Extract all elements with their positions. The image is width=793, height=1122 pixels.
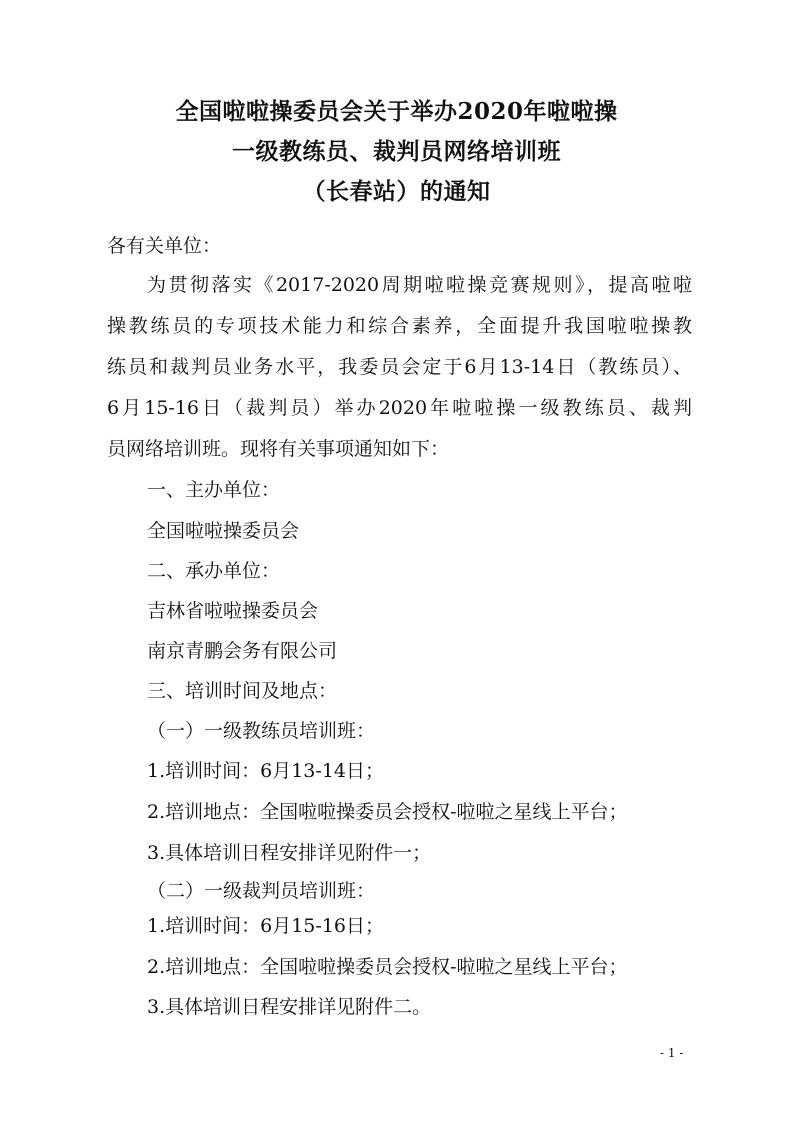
intro-line: 6月15-16日（裁判员）举办2020年啦啦操一级教练员、裁判 [107,397,692,419]
intro-line: 为贯彻落实《2017-2020周期啦啦操竞赛规则》，提高啦啦 [147,274,692,296]
list-item: 2.培训地点：全国啦啦操委员会授权-啦啦之星线上平台； [147,956,628,978]
subsection-heading-referee: （二）一级裁判员培训班： [147,880,376,902]
intro-line: 操教练员的专项技术能力和综合素养，全面提升我国啦啦操教 [107,315,692,337]
salutation: 各有关单位： [107,235,222,257]
coorganizer-name: 南京青鹏会务有限公司 [147,640,338,662]
document-title-line-1: 全国啦啦操委员会关于举办2020年啦啦操 [175,98,618,125]
organizer-name: 全国啦啦操委员会 [147,520,300,542]
list-item: 3.具体培训日程安排详见附件一； [147,842,432,864]
section-heading-time-place: 三、培训时间及地点： [147,680,338,702]
list-item: 2.培训地点：全国啦啦操委员会授权-啦啦之星线上平台； [147,801,628,823]
list-item: 1.培训时间：6月13-14日； [147,760,384,782]
coorganizer-name: 吉林省啦啦操委员会 [147,600,319,622]
section-heading-organizer: 一、主办单位： [147,479,281,501]
list-item: 1.培训时间：6月15-16日； [147,915,384,937]
intro-line: 员网络培训班。现将有关事项通知如下： [107,438,450,460]
intro-line: 练员和裁判员业务水平，我委员会定于6月13-14日（教练员）、 [107,356,692,378]
subsection-heading-coach: （一）一级教练员培训班： [147,720,376,742]
section-heading-coorganizer: 二、承办单位： [147,560,281,582]
list-item: 3.具体培训日程安排详见附件二。 [147,996,432,1018]
document-title-line-3: （长春站）的通知 [302,178,491,205]
document-title-line-2: 一级教练员、裁判员网络培训班 [232,138,561,165]
page-number: - 1 - [660,1046,684,1060]
